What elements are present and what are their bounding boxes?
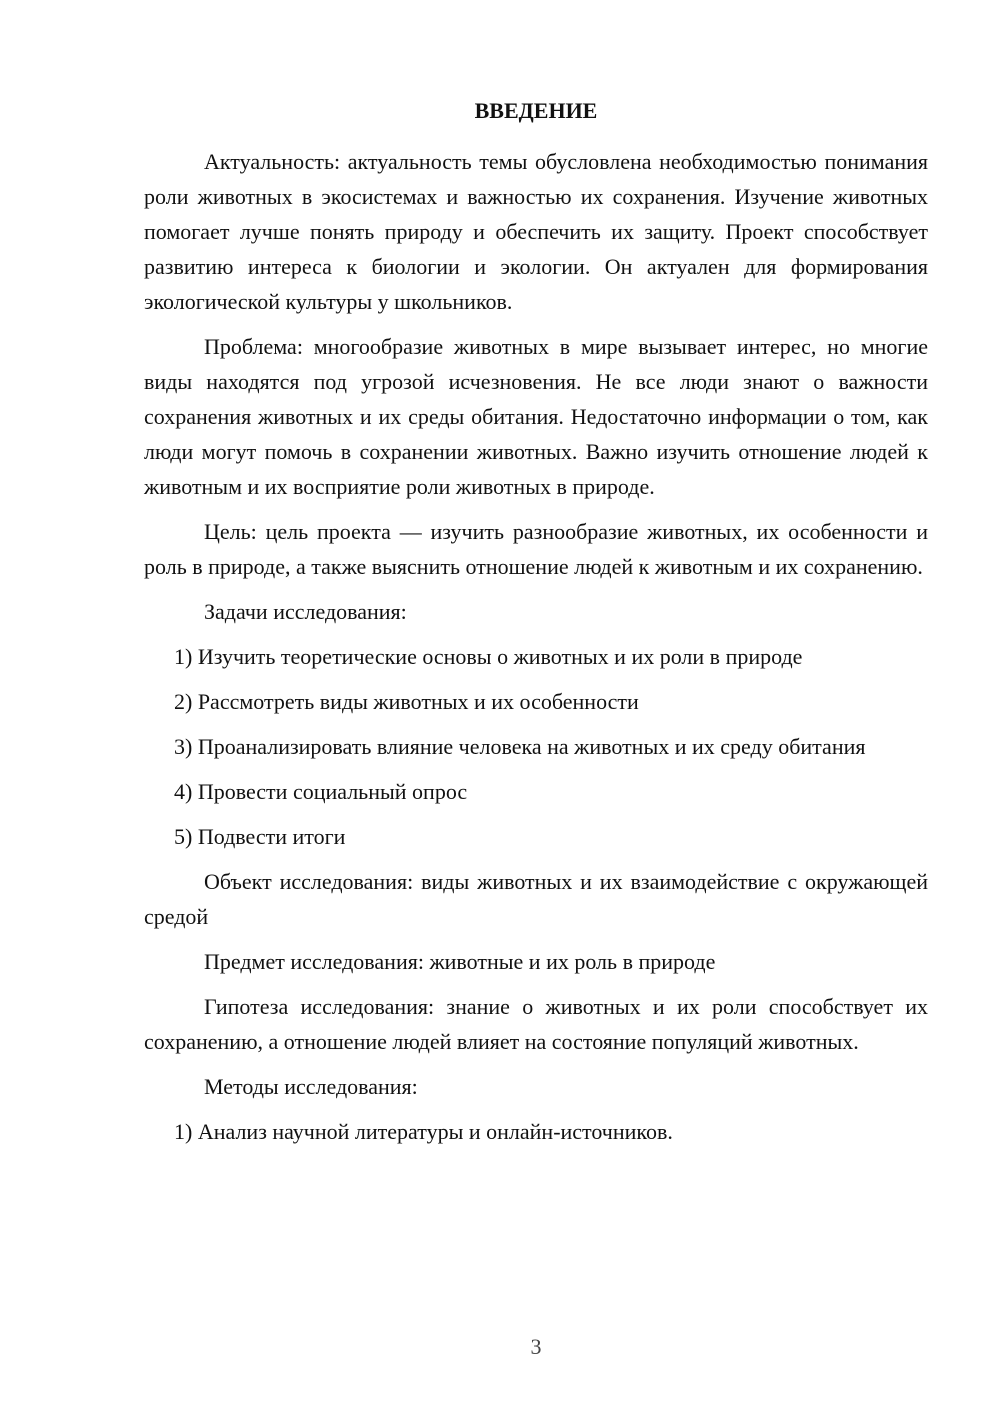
task-item-5: 5) Подвести итоги [174,824,346,849]
page-title: ВВЕДЕНИЕ [474,98,598,123]
object-paragraph: Объект исследования: виды животных и их взаимодействие с окружающей средой [144,869,928,929]
task-item-4: 4) Провести социальный опрос [174,779,468,804]
goal-paragraph: Цель: цель проекта — изучить разнообразие животных, их особенности и роль в природе, а также выяснить отношение людей к животным и их сохранению. [144,519,928,579]
subject-paragraph: Предмет исследования: животные и их роль в природе [204,949,716,974]
relevance-paragraph: Актуальность: актуальность темы обусловлена необходимостью понимания роли животных в экосистемах и важностью их сохранения. Изучение животных помогает лучше понять природу и обеспечить их защиту. Проект способствует развитию интереса к биологии и экологии. Он актуален для формирования экологической культуры у школьников. [144,149,928,314]
hypothesis-paragraph: Гипотеза исследования: знание о животных и их роли способствует их сохранению, а отношение людей влияет на состояние популяций животных. [144,994,928,1054]
method-item-1: 1) Анализ научной литературы и онлайн-источников. [174,1119,673,1144]
page-content [144,96,928,1159]
problem-paragraph: Проблема: многообразие животных в мире вызывает интерес, но многие виды находятся под угрозой исчезновения. Не все люди знают о важности сохранения животных и их среды обитания. Недостаточно информации о том, как люди могут помочь в сохранении животных. Важно изучить отношение людей к животным и их восприятие роли животных в природе. [144,334,928,499]
page-number: 3 [530,1334,542,1359]
task-item-2: 2) Рассмотреть виды животных и их особенности [174,689,639,714]
methods-heading: Методы исследования: [204,1074,418,1099]
task-item-3: 3) Проанализировать влияние человека на животных и их среду обитания [174,734,866,759]
task-item-1: 1) Изучить теоретические основы о животных и их роли в природе [174,644,803,669]
tasks-heading: Задачи исследования: [204,599,407,624]
